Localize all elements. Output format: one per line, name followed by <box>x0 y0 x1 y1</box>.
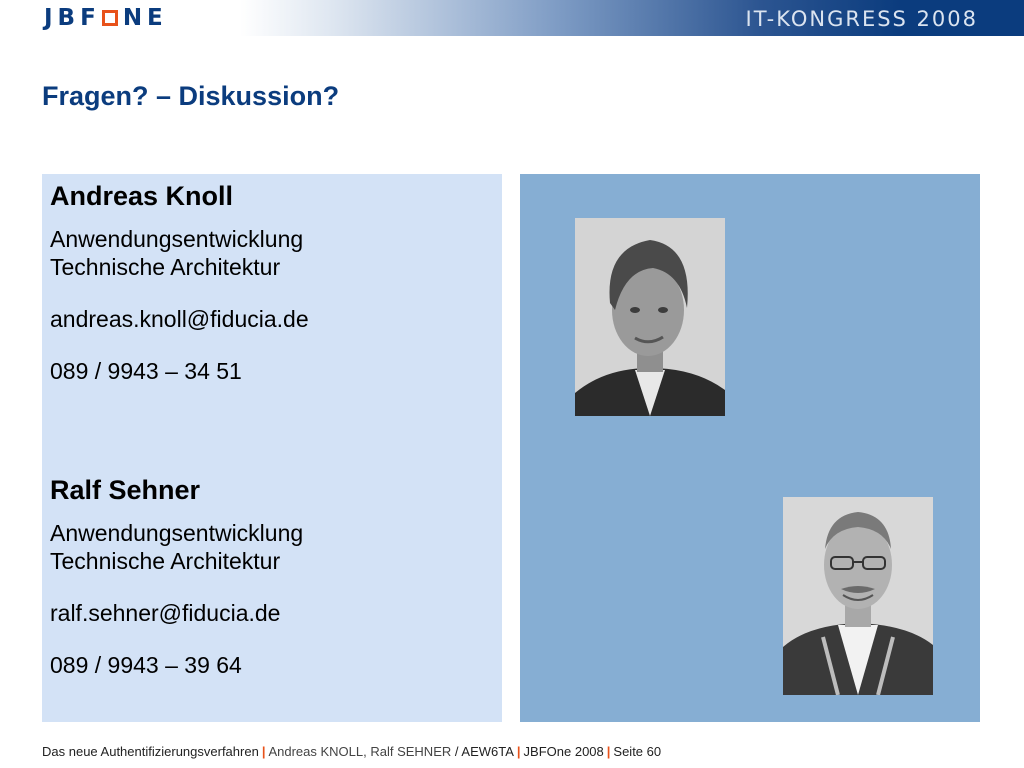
contact-panel <box>42 174 502 722</box>
footer-page-number: Seite 60 <box>613 744 662 759</box>
logo-text-part-2: NE <box>122 5 168 31</box>
footer-slash: / <box>454 744 459 759</box>
photo-panel <box>520 174 980 722</box>
contact-email: andreas.knoll@fiducia.de <box>50 306 309 332</box>
contact-name: Ralf Sehner <box>50 475 201 505</box>
contact-department <box>50 225 309 281</box>
slide-footer <box>42 744 661 760</box>
contact-phone: 089 / 9943 – 34 51 <box>50 358 242 384</box>
footer-event: JBFOne 2008 <box>523 744 604 759</box>
footer-separator: | <box>606 744 611 759</box>
department-line-1: Anwendungsentwicklung <box>50 226 304 252</box>
footer-topic: Das neue Authentifizierungsverfahren <box>42 744 259 759</box>
person-photo-icon <box>783 497 933 695</box>
contact-email: ralf.sehner@fiducia.de <box>50 600 281 626</box>
footer-separator: | <box>516 744 521 759</box>
event-title: IT-KONGRESS 2008 <box>745 7 978 31</box>
department-line-2: Technische Architektur <box>50 548 281 574</box>
portrait-photo-andreas-knoll <box>575 218 725 416</box>
department-line-2: Technische Architektur <box>50 254 281 280</box>
contact-department <box>50 519 303 575</box>
slide-title: Fragen? – Diskussion? <box>42 81 340 111</box>
contact-card-andreas-knoll <box>50 180 309 385</box>
contact-name: Andreas Knoll <box>50 181 234 211</box>
jbfone-logo <box>44 6 168 30</box>
person-photo-icon <box>575 218 725 416</box>
logo-text-part-1: JBF <box>44 5 101 31</box>
contact-phone: 089 / 9943 – 39 64 <box>50 652 242 678</box>
portrait-photo-ralf-sehner <box>783 497 933 695</box>
contact-card-ralf-sehner <box>50 474 303 679</box>
logo-o-square-icon <box>102 10 118 26</box>
footer-authors: Andreas KNOLL, Ralf SEHNER <box>268 744 452 759</box>
footer-separator: | <box>261 744 266 759</box>
department-line-1: Anwendungsentwicklung <box>50 520 304 546</box>
footer-code: AEW6TA <box>461 744 514 759</box>
